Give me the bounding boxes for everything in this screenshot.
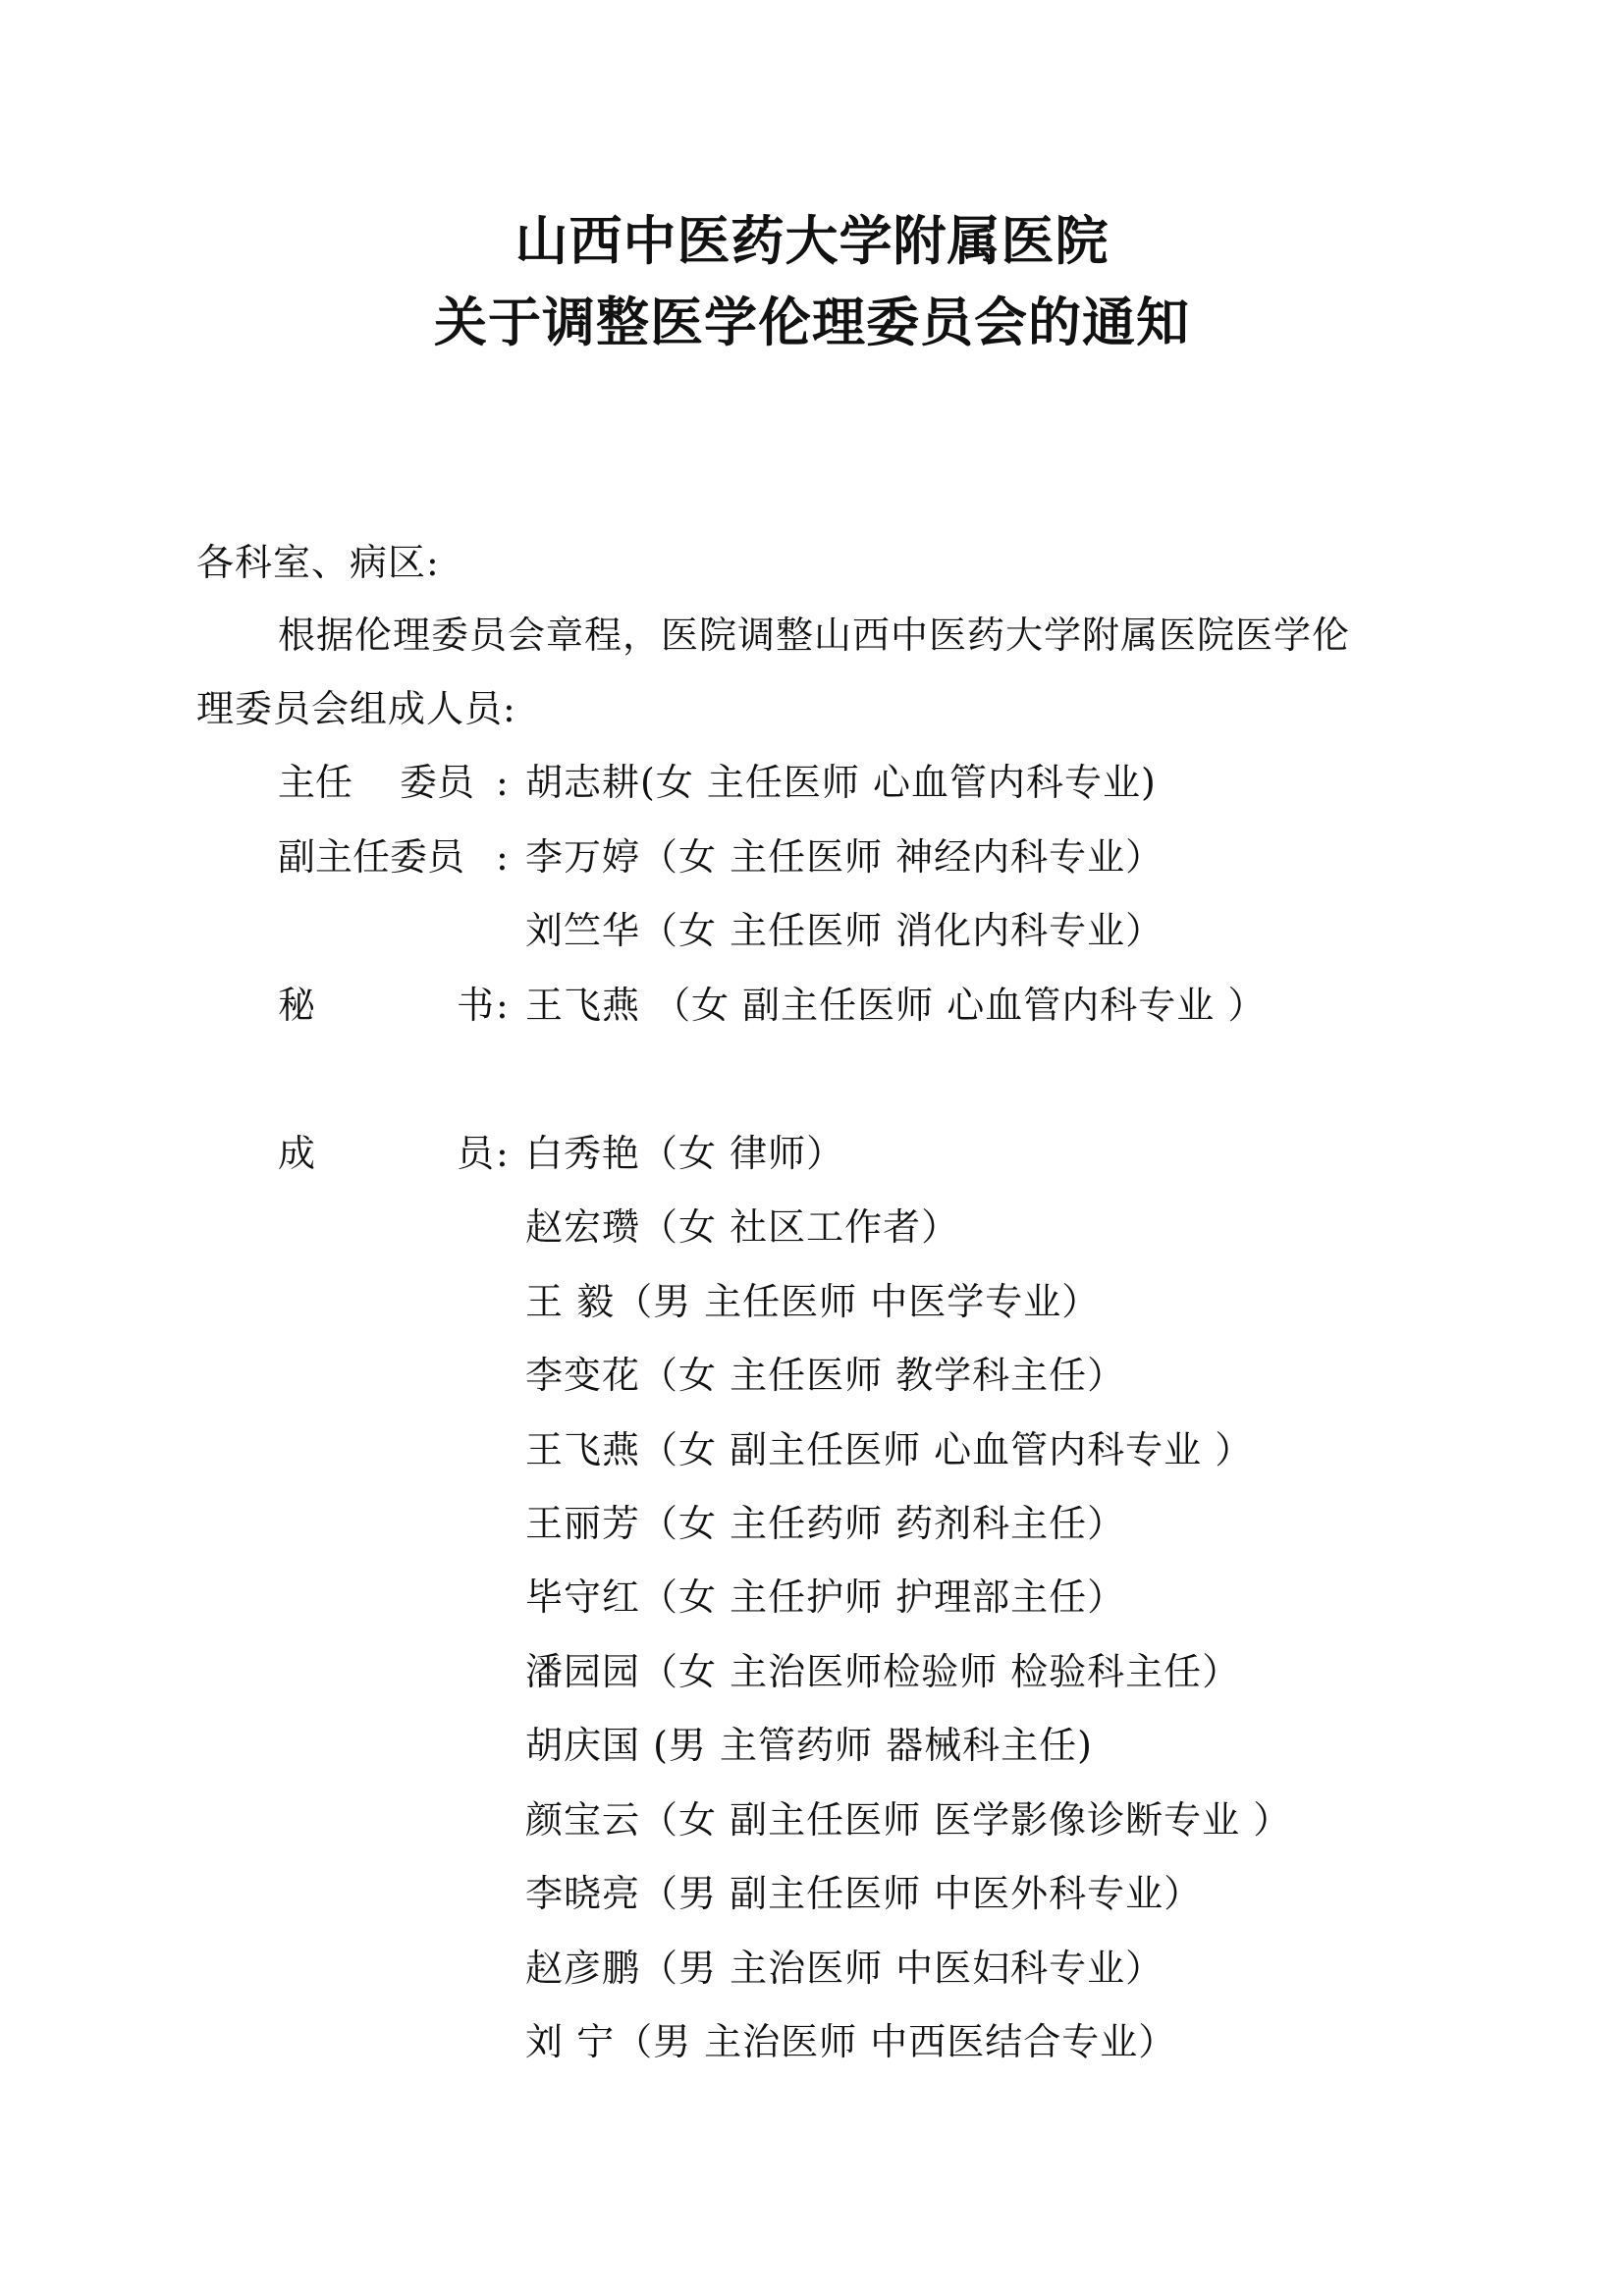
role-chair-colon: : xyxy=(496,761,509,804)
member-entry: 李变花（女 主任医师 教学科主任） xyxy=(525,1354,1126,1397)
member-entry: 白秀艳（女 律师） xyxy=(525,1132,845,1175)
role-secretary-part2: 书 xyxy=(456,984,494,1027)
role-secretary-colon: : xyxy=(496,984,509,1027)
role-label-chair xyxy=(278,758,514,807)
salutation: 各科室、病区: xyxy=(196,541,440,584)
role-vice-chair-colon: : xyxy=(496,835,509,879)
member-entry: 胡庆国 (男 主管药师 器械科主任) xyxy=(525,1724,1093,1767)
role-members-part1: 成 xyxy=(278,1132,316,1175)
role-members-part2: 员 xyxy=(456,1132,494,1175)
role-chair-part2: 委员 xyxy=(399,761,474,804)
chair-entry: 胡志耕(女 主任医师 心血管内科专业) xyxy=(525,761,1157,804)
role-label-vice-chair xyxy=(278,832,514,881)
role-label-members xyxy=(278,1129,514,1178)
member-entry: 王丽芳（女 主任药师 药剂科主任） xyxy=(525,1502,1126,1545)
role-secretary-part1: 秘 xyxy=(278,984,316,1027)
secretary-entry: 王飞燕 （女 副主任医师 心血管内科专业 ） xyxy=(525,984,1267,1027)
body-paragraph-line-2: 理委员会组成人员: xyxy=(196,687,516,730)
vice-chair-entry: 李万婷（女 主任医师 神经内科专业） xyxy=(525,835,1164,879)
body-paragraph-line-1: 根据伦理委员会章程，医院调整山西中医药大学附属医院医学伦 xyxy=(278,614,1351,657)
role-chair-part1: 主任 xyxy=(278,761,353,804)
member-entry: 王 毅（男 主任医师 中医学专业） xyxy=(525,1280,1101,1323)
member-entry: 赵宏瓒（女 社区工作者） xyxy=(525,1205,960,1249)
member-entry: 颜宝云（女 副主任医师 医学影像诊断专业 ） xyxy=(525,1798,1292,1842)
member-entry: 毕守红（女 主任护师 护理部主任） xyxy=(525,1575,1126,1619)
title-line-2: 关于调整医学伦理委员会的通知 xyxy=(434,291,1190,353)
member-entry: 王飞燕（女 副主任医师 心血管内科专业 ） xyxy=(525,1428,1254,1471)
member-entry: 赵彦鹏（男 主治医师 中医妇科专业） xyxy=(525,1947,1164,1990)
role-members-colon: : xyxy=(496,1132,509,1175)
vice-chair-entry: 刘竺华（女 主任医师 消化内科专业） xyxy=(525,909,1164,952)
member-entry: 李晓亮（男 副主任医师 中医外科专业） xyxy=(525,1872,1203,1915)
role-label-secretary xyxy=(278,981,514,1030)
title-line-1: 山西中医药大学附属医院 xyxy=(514,209,1110,272)
member-entry: 刘 宁（男 主治医师 中西医结合专业） xyxy=(525,2020,1177,2063)
role-vice-chair-label: 副主任委员 xyxy=(278,835,465,879)
member-entry: 潘园园（女 主治医师检验师 检验科主任） xyxy=(525,1650,1241,1693)
